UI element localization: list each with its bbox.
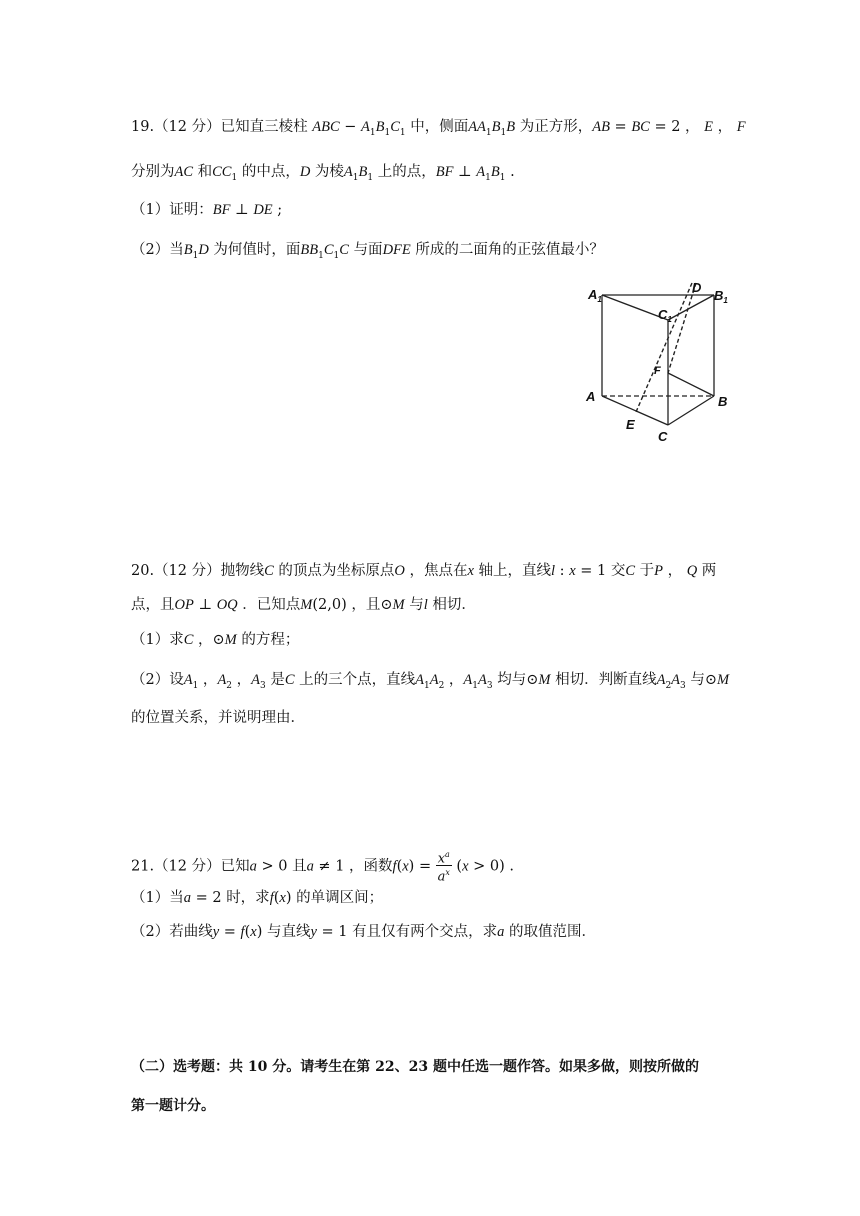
q19-line-2: 分别为AC 和$CC_1$ 的中点，D 为棱$A_1B_1$ 上的点，BF ⊥ $A_1B_1$ . bbox=[131, 164, 515, 183]
q20-part-1: （1）求C ，⊙M 的方程； bbox=[131, 632, 300, 648]
q20-line-2: 点，且OP ⊥ OQ ．已知点M(2,0) ，且⊙M 与l 相切． bbox=[131, 597, 476, 613]
section-optional-line-2: 第一题计分。 bbox=[131, 1098, 215, 1114]
label-C: C bbox=[658, 429, 668, 444]
label-A1: $A_1$ bbox=[588, 287, 602, 304]
label-A: A bbox=[586, 389, 596, 404]
label-D: D bbox=[692, 280, 702, 295]
label-B1: $B_1$ bbox=[714, 288, 728, 305]
prism-figure bbox=[580, 278, 740, 450]
label-C1: $C_1$ bbox=[658, 307, 672, 324]
label-B: B bbox=[718, 394, 728, 409]
q21-part-1: （1）当a = 2 时，求f(x) 的单调区间； bbox=[131, 890, 384, 906]
section-optional-line-1: （二）选考题：共 10 分。请考生在第 22、23 题中任选一题作答。如果多做，则按所做的 bbox=[131, 1059, 699, 1075]
q20-part-2: （2）设$A_1$ ，$A_2$ ，$A_3$ 是C 上的三个点，直线$A_1A_2$ ，$A_1A_3$ 均与⊙M 相切．判断直线$A_2A_3$ 与⊙M bbox=[131, 672, 730, 691]
q21-part-2: （2）若曲线y = f(x) 与直线y = 1 有且仅有两个交点，求a 的取值范围． bbox=[131, 924, 596, 940]
q19-line-1: 19.（12 分）已知直三棱柱 ABC − $A_1B_1C_1$ 中，侧面$AA_1B_1B$ 为正方形，AB = BC = 2 ， E ， F bbox=[131, 119, 746, 138]
q19-part-2: （2）当$B_1D$ 为何值时，面$BB_1C_1C$ 与面DFE 所成的二面角的正弦值最小？ bbox=[131, 242, 604, 261]
q20-line-1: 20.（12 分）抛物线C 的顶点为坐标原点O ，焦点在x 轴上，直线l : x = 1 交C 于P ， Q 两 bbox=[131, 563, 717, 579]
label-F: F bbox=[654, 365, 661, 377]
q21-line-1: 21.（12 分）已知a > 0 且a ≠ 1 ，函数f(x) = $\frac{x^a}{a^x}$ (x > 0) . bbox=[131, 850, 515, 885]
fraction-x-a-over-a-x: $\frac{x^a}{a^x}$ bbox=[437, 850, 450, 885]
q19-part-1: （1）证明：BF ⊥ DE ; bbox=[131, 202, 283, 218]
q20-part-2-cont: 的位置关系，并说明理由． bbox=[131, 710, 305, 726]
label-E: E bbox=[626, 417, 635, 432]
